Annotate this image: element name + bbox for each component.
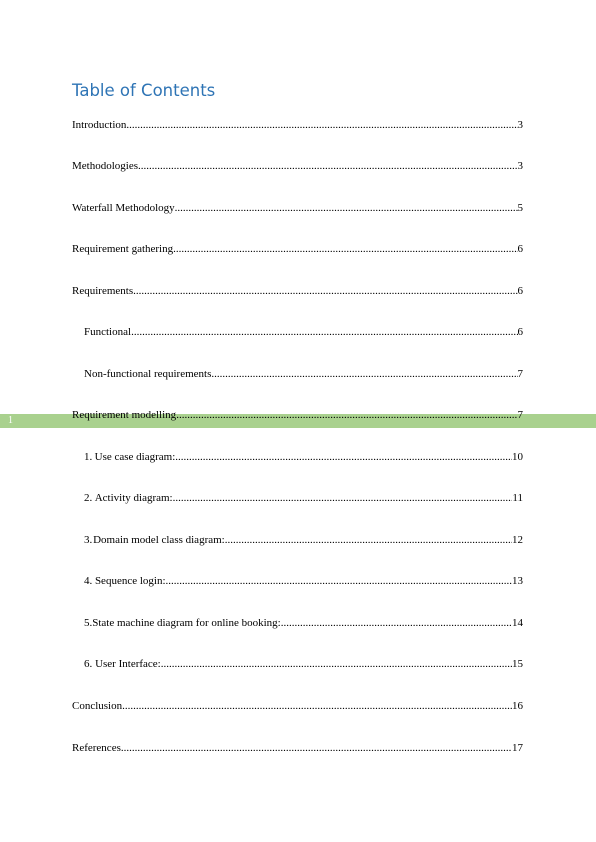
toc-entry-label: Conclusion (72, 700, 123, 712)
dot-leader (173, 492, 513, 505)
toc-entry-page: 11 (512, 492, 523, 504)
toc-entry-page: 5 (517, 202, 523, 214)
toc-entry-label: Requirements (72, 285, 134, 297)
dot-leader (126, 119, 517, 132)
toc-entry-number: 6. (84, 658, 93, 670)
toc-entry-sequence-login[interactable] (84, 575, 523, 588)
toc-entry-activity-diagram[interactable] (84, 492, 523, 505)
dot-leader (166, 575, 512, 588)
line-number-marker: 1 (8, 415, 13, 426)
dot-leader (225, 534, 512, 547)
dot-leader (138, 160, 518, 173)
toc-entry-number: 5. (84, 617, 93, 629)
toc-entry-page: 14 (512, 617, 523, 629)
dot-leader (176, 409, 517, 422)
toc-entry-references[interactable] (72, 742, 523, 755)
toc-entry-number: 1. (84, 451, 93, 463)
toc-entry-requirement-gathering[interactable] (72, 243, 523, 256)
toc-entry-page: 12 (512, 534, 523, 546)
toc-entry-use-case-diagram[interactable] (84, 451, 523, 464)
dot-leader (175, 451, 512, 464)
toc-entry-page: 10 (512, 451, 523, 463)
dot-leader (133, 285, 517, 298)
toc-entry-page: 3 (517, 160, 523, 172)
toc-entry-page: 13 (512, 575, 523, 587)
toc-entry-methodologies[interactable] (72, 160, 523, 173)
toc-entry-label: Waterfall Methodology (72, 202, 175, 214)
dot-leader (161, 658, 512, 671)
toc-entry-page: 3 (517, 119, 523, 131)
toc-entry-state-machine-diagram[interactable] (84, 617, 523, 630)
toc-entry-user-interface[interactable] (84, 658, 523, 671)
toc-entry-label: Methodologies (72, 160, 138, 172)
toc-entry-page: 16 (512, 700, 523, 712)
toc-entry-page: 7 (517, 368, 523, 380)
toc-entry-page: 17 (512, 742, 523, 754)
toc-entry-non-functional-requirements[interactable] (84, 368, 523, 381)
dot-leader (175, 202, 518, 215)
toc-entry-label: Domain model class diagram: (93, 534, 225, 546)
toc-entry-conclusion[interactable] (72, 700, 523, 713)
toc-entry-label: References (72, 742, 121, 754)
toc-entry-introduction[interactable] (72, 119, 523, 132)
toc-entry-label: Non-functional requirements (84, 368, 212, 380)
dot-leader (131, 326, 517, 339)
toc-entry-label: Use case diagram: (94, 451, 176, 463)
toc-entry-functional[interactable] (84, 326, 523, 339)
dot-leader (173, 243, 517, 256)
toc-entry-waterfall-methodology[interactable] (72, 202, 523, 215)
toc-entry-label: Activity diagram: (94, 492, 173, 504)
toc-entry-label: State machine diagram for online booking: (92, 617, 281, 629)
toc-entry-page: 7 (517, 409, 523, 421)
toc-entry-label: Sequence login: (94, 575, 166, 587)
toc-entry-page: 15 (512, 658, 523, 670)
toc-entry-number: 4. (84, 575, 93, 587)
toc-entry-page: 6 (517, 243, 523, 255)
dot-leader (211, 368, 517, 381)
dot-leader (121, 742, 512, 755)
toc-entry-number: 3. (84, 534, 93, 546)
toc-entry-label: Introduction (72, 119, 127, 131)
toc-title: Table of Contents (72, 81, 216, 100)
toc-entry-domain-model-class-diagram[interactable] (84, 534, 523, 547)
dot-leader (122, 700, 512, 713)
toc-entry-label: User Interface: (95, 658, 161, 670)
toc-entry-requirement-modelling[interactable] (72, 409, 523, 422)
toc-entry-label: Requirement gathering (72, 243, 174, 255)
toc-entry-label: Requirement modelling (72, 409, 177, 421)
toc-entry-requirements[interactable] (72, 285, 523, 298)
dot-leader (281, 617, 512, 630)
toc-entry-label: Functional (84, 326, 132, 338)
toc-entry-page: 6 (517, 285, 523, 297)
toc-entry-number: 2. (84, 492, 93, 504)
toc-entry-page: 6 (517, 326, 523, 338)
